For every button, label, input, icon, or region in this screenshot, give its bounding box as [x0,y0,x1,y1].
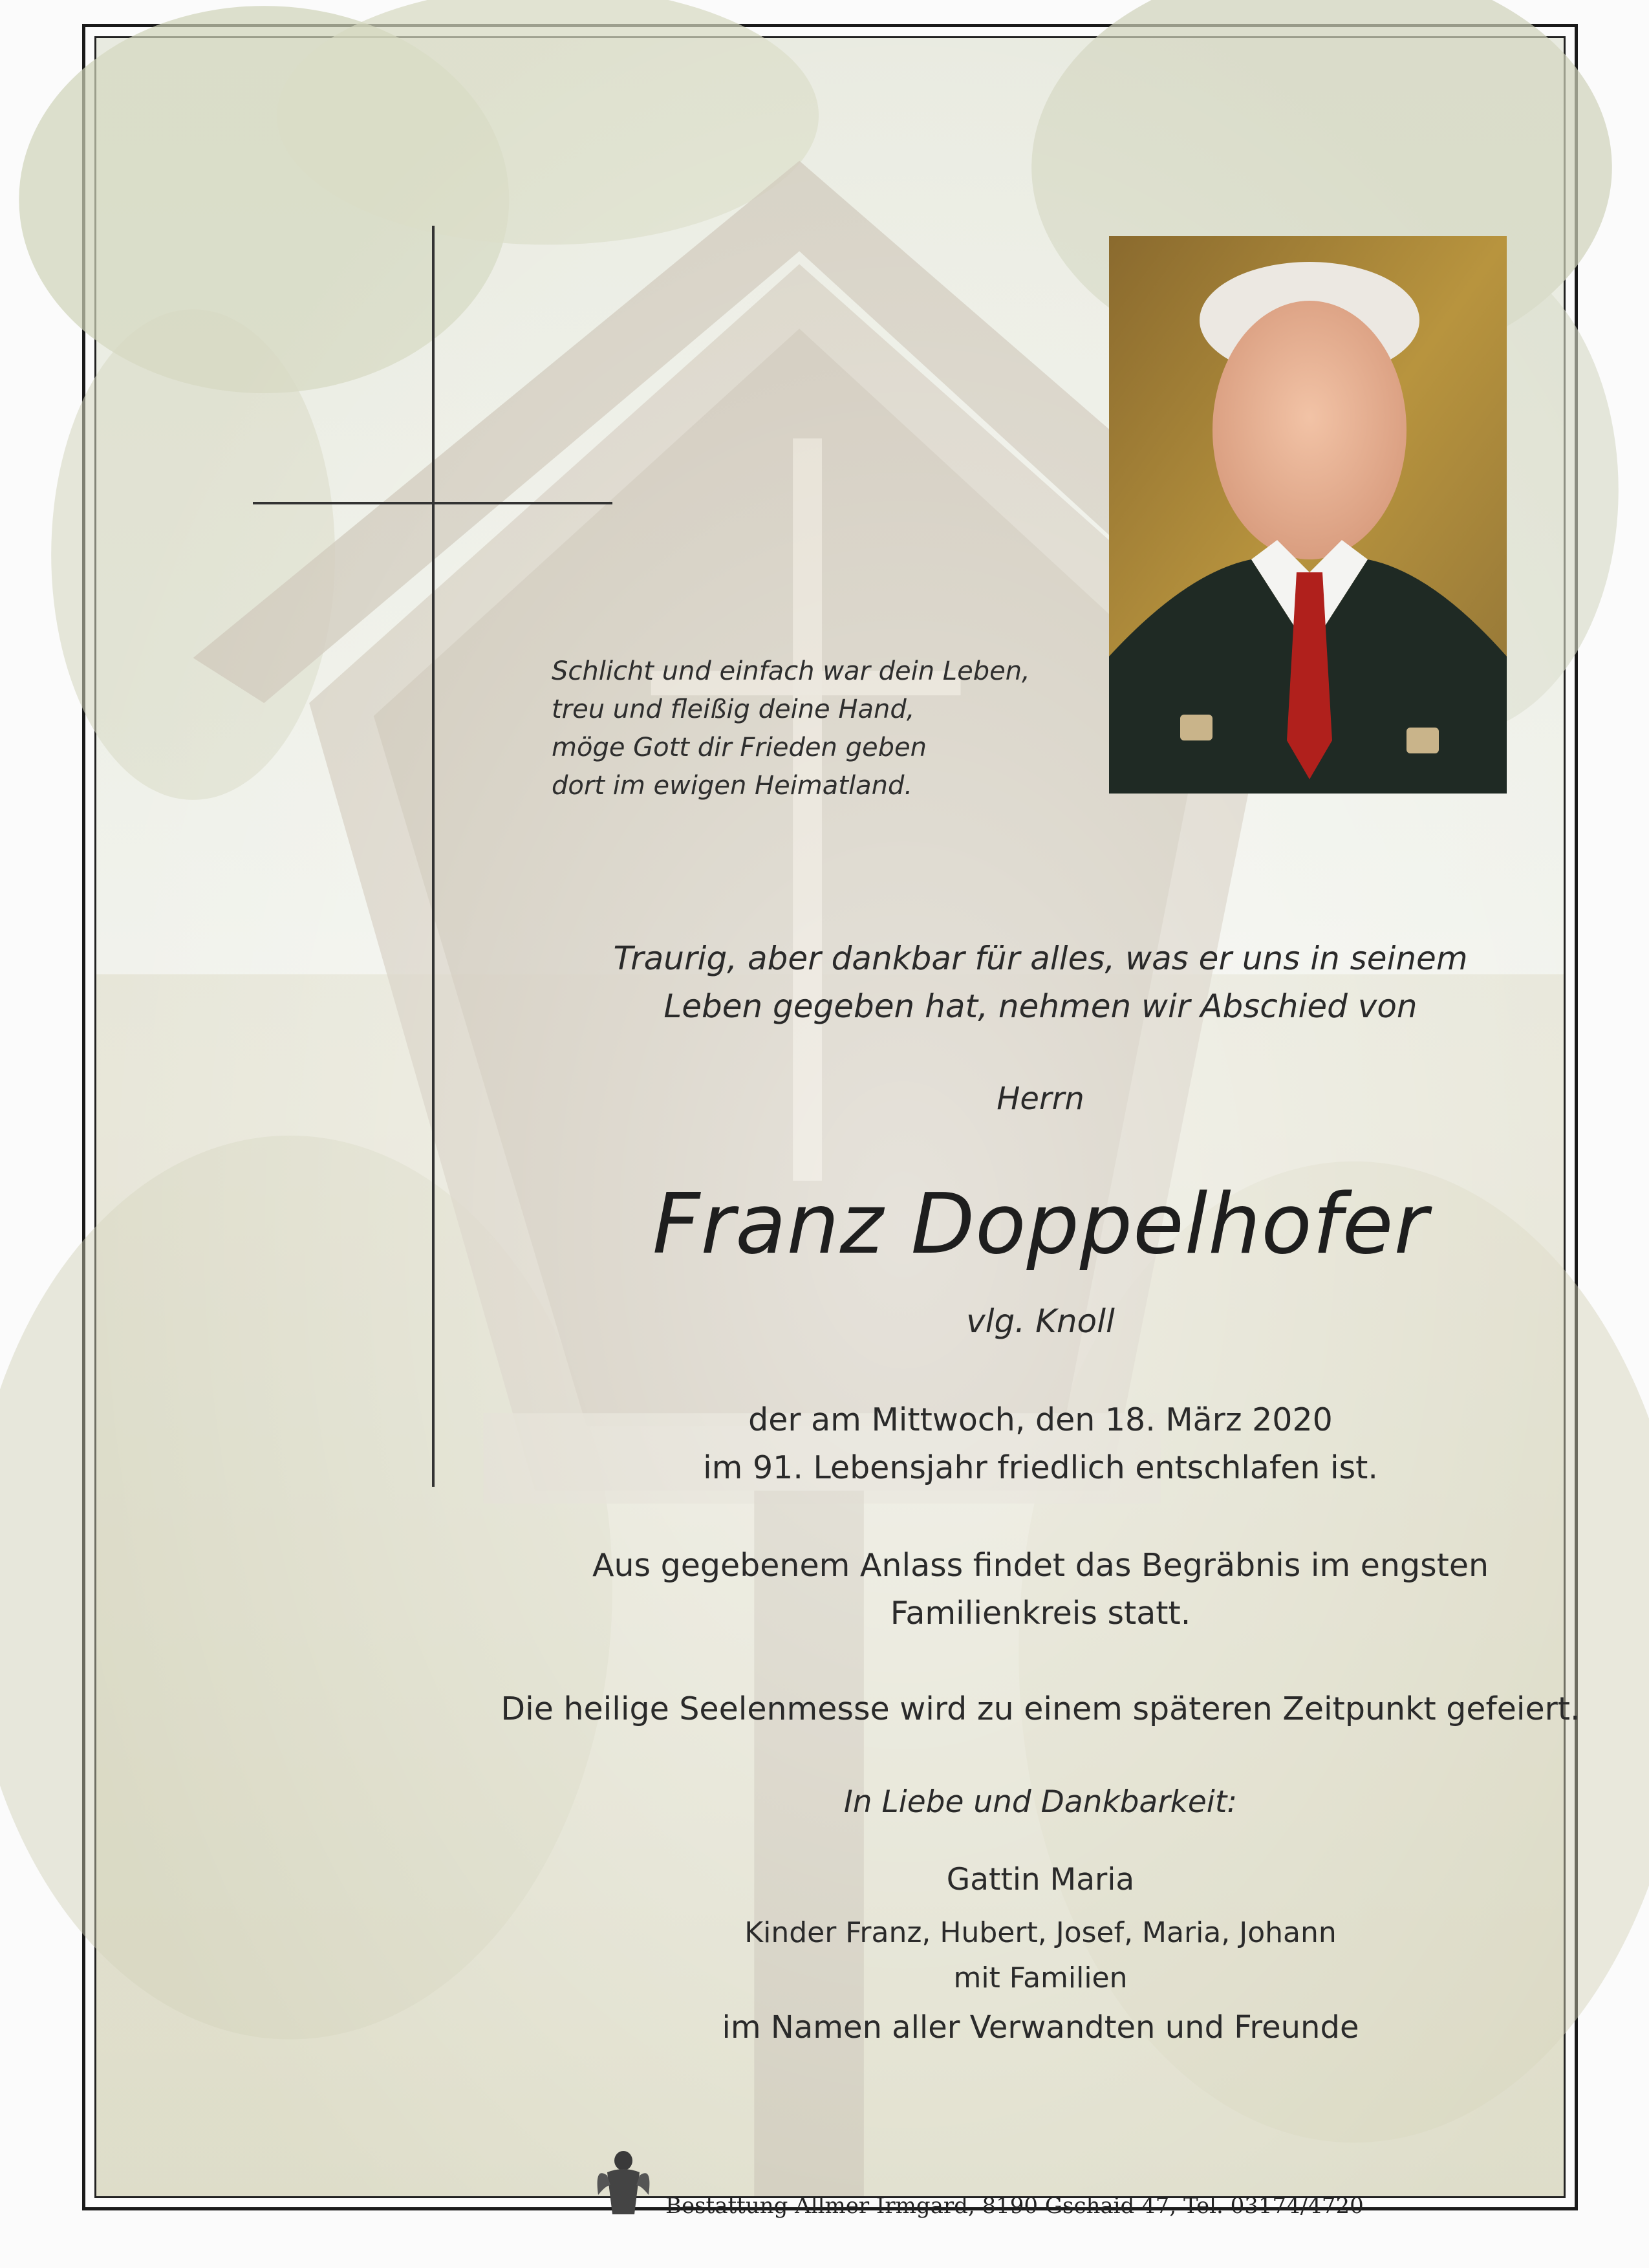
children-line: Kinder Franz, Hubert, Josef, Maria, Johann [744,1916,1337,1949]
poem-line: möge Gott dir Frieden geben [552,733,927,762]
death-line: der am Mittwoch, den 18. März 2020 [748,1401,1333,1438]
deceased-name: Franz Doppelhofer [652,1176,1429,1273]
salutation: Herrn [997,1081,1084,1117]
memorial-poem [552,653,1030,805]
intro-line: Traurig, aber dankbar für alles, was er uns in seinem [613,940,1468,977]
inner-border [94,36,1580,2219]
mourner-relatives: im Namen aller Verwandten und Freunde [722,2009,1359,2046]
intro-text [458,934,1622,1030]
mourner-children [458,1910,1622,2001]
burial-line: Aus gegebenem Anlass findet das Begräbnis im engsten [592,1547,1489,1584]
mourner-spouse: Gattin Maria [946,1862,1135,1897]
memorial-cross-vertical [432,226,435,1487]
mourners-heading: In Liebe und Dankbarkeit: [843,1784,1238,1820]
poem-line: treu und fleißig deine Hand, [552,695,915,724]
burial-line: Familienkreis statt. [890,1595,1191,1632]
funeral-home-footer: Bestattung Allmer Irmgard, 8190 Gschaid 47, Tel. 03174/4720 [665,2193,1364,2219]
intro-line: Leben gegeben hat, nehmen wir Abschied von [663,988,1417,1025]
angel-icon [594,2146,652,2218]
death-line: im 91. Lebensjahr friedlich entschlafen ist. [703,1449,1378,1486]
death-notice [458,1396,1622,1492]
portrait-photo [1109,236,1507,794]
children-line: mit Familien [953,1961,1128,1994]
vulgo-name: vlg. Knoll [966,1302,1115,1340]
poem-line: dort im ewigen Heimatland. [552,771,913,801]
poem-line: Schlicht und einfach war dein Leben, [552,656,1030,686]
burial-notice [458,1542,1622,1637]
memorial-cross-horizontal [253,502,612,504]
mass-notice: Die heilige Seelenmesse wird zu einem späteren Zeitpunkt gefeiert. [501,1690,1580,1727]
